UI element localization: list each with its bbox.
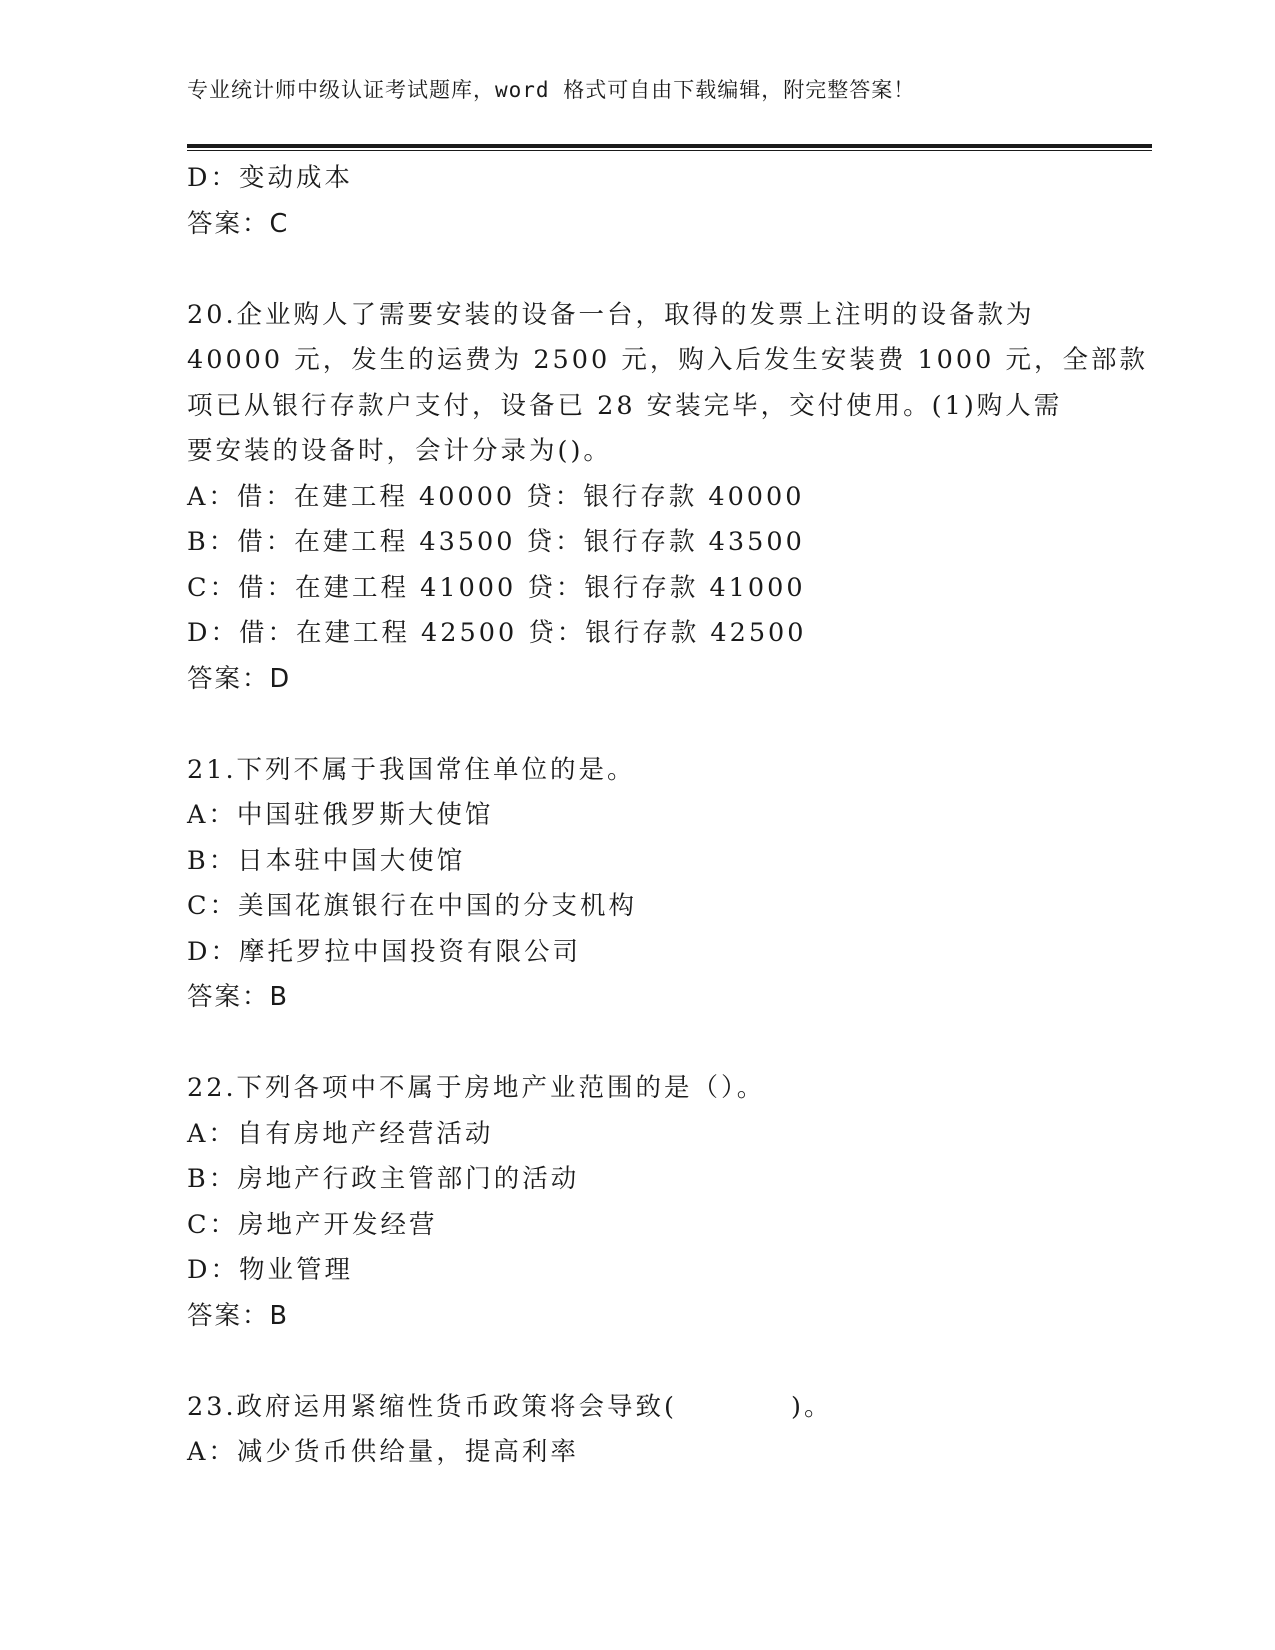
spacer <box>187 247 1087 293</box>
option-d: D：借：在建工程 42500 贷：银行存款 42500 <box>187 618 807 648</box>
answer-line: 答案：B <box>187 1300 289 1331</box>
option-a: A：自有房地产经营活动 <box>187 1118 494 1149</box>
question-text-line: 项已从银行存款户支付，设备已 28 安装完毕，交付使用。(1)购人需 <box>187 390 1063 421</box>
question-22 <box>187 1066 1087 1339</box>
answer-line: 答案：B <box>187 982 289 1012</box>
page-header: 专业统计师中级认证考试题库，word 格式可自由下载编辑，附完整答案！ <box>187 78 916 102</box>
question-content <box>187 156 1148 1476</box>
option-c: C：美国花旗银行在中国的分支机构 <box>187 891 638 921</box>
option-a: A：减少货币供给量，提高利率 <box>187 1437 579 1467</box>
answer-line: 答案：D <box>187 663 292 694</box>
spacer <box>187 1021 1087 1067</box>
question-20 <box>187 293 1148 703</box>
option-a: A：借：在建工程 40000 贷：银行存款 40000 <box>187 481 805 512</box>
question-text-line: 23.政府运用紧缩性货币政策将会导致( )。 <box>187 1391 833 1422</box>
option-c: C：借：在建工程 41000 贷：银行存款 41000 <box>187 572 806 603</box>
option-b: B：借：在建工程 43500 贷：银行存款 43500 <box>187 527 805 557</box>
option-d: D：变动成本 <box>187 163 353 193</box>
question-text-line: 20.企业购人了需要安装的设备一台，取得的发票上注明的设备款为 <box>187 299 1035 330</box>
question-23 <box>187 1385 1087 1476</box>
question-text-line: 40000 元，发生的运费为 2500 元，购入后发生安装费 1000 元，全部款 <box>187 345 1148 375</box>
question-text-line: 21.下列不属于我国常住单位的是。 <box>187 754 636 785</box>
option-c: C：房地产开发经营 <box>187 1209 438 1240</box>
option-d: D：物业管理 <box>187 1255 353 1285</box>
option-d: D：摩托罗拉中国投资有限公司 <box>187 936 581 967</box>
question-text-line: 要安装的设备时，会计分录为()。 <box>187 436 612 466</box>
header-rule-thin <box>187 150 1152 151</box>
option-a: A：中国驻俄罗斯大使馆 <box>187 800 494 830</box>
answer-line: 答案：C <box>187 208 290 239</box>
question-text-line: 22.下列各项中不属于房地产业范围的是（）。 <box>187 1073 766 1103</box>
question-21 <box>187 748 1087 1021</box>
option-b: B：房地产行政主管部门的活动 <box>187 1164 580 1194</box>
spacer <box>187 702 1087 748</box>
option-b: B：日本驻中国大使馆 <box>187 845 466 876</box>
header-rule-thick <box>187 144 1152 148</box>
spacer <box>187 1339 1087 1385</box>
